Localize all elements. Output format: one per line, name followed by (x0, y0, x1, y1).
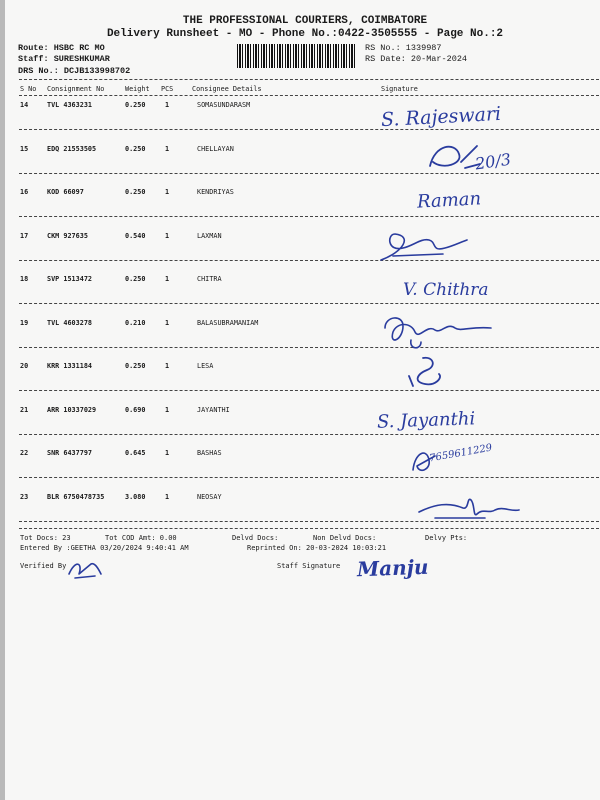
row-consignment: TVL 4363231 (47, 101, 93, 109)
row-divider (19, 216, 599, 217)
total-cod-amount: Tot COD Amt: 0.00 (105, 534, 177, 542)
header-divider-bottom (19, 95, 599, 96)
row-consignee: NEOSAY (197, 493, 222, 501)
row-weight: 0.250 (125, 101, 146, 109)
row-consignee: CHELLAYAN (197, 145, 234, 153)
row-pcs: 1 (165, 188, 170, 196)
col-header-consignment: Consignment No (47, 85, 105, 93)
row-consignment: EDQ 21553505 (47, 145, 97, 153)
signature-scribble-22 (409, 444, 439, 478)
signature-scribble-23 (415, 492, 525, 526)
staff-signature-label: Staff Signature (277, 562, 341, 570)
row-consignment: KOD 66097 (47, 188, 84, 196)
row-consignee: CHITRA (197, 275, 222, 283)
row-sno: 14 (20, 101, 29, 109)
row-pcs: 1 (165, 362, 170, 370)
row-weight: 0.540 (125, 232, 146, 240)
rs-number: RS No.: 1339987 (365, 43, 442, 53)
row-consignment: BLR 6750478735 (47, 493, 105, 501)
company-title: THE PROFESSIONAL COURIERS, COIMBATORE (182, 15, 428, 27)
route-label: Route: HSBC RC MO (18, 43, 105, 53)
row-weight: 0.250 (125, 145, 146, 153)
row-pcs: 1 (165, 319, 170, 327)
col-header-pcs: PCS (161, 85, 174, 93)
barcode (237, 44, 357, 68)
delivered-docs: Delvd Docs: (232, 534, 279, 542)
row-divider (19, 173, 599, 174)
signature-scribble-15 (425, 136, 485, 176)
row-sno: 18 (20, 275, 29, 283)
row-divider (19, 390, 599, 391)
row-consignee: LAXMAN (197, 232, 222, 240)
row-consignee: BASHAS (197, 449, 222, 457)
signature-row-14: S. Rajeswari (380, 102, 502, 132)
reprinted-on: Reprinted On: 20-03-2024 10:03:21 (247, 544, 387, 552)
row-consignment: CKM 927635 (47, 232, 88, 240)
row-weight: 3.080 (125, 493, 146, 501)
row-consignee: JAYANTHI (197, 406, 230, 414)
row-divider (19, 303, 599, 304)
signature-scribble-20 (403, 352, 453, 392)
row-pcs: 1 (165, 493, 170, 501)
row-consignee: BALASUBRAMANIAM (197, 319, 259, 327)
row-sno: 22 (20, 449, 29, 457)
row-pcs: 1 (165, 449, 170, 457)
row-consignee: KENDRIYAS (197, 188, 234, 196)
row-weight: 0.690 (125, 406, 146, 414)
col-header-weight: Weight (125, 85, 150, 93)
staff-label: Staff: SURESHKUMAR (18, 54, 110, 64)
col-header-sno: S No (20, 85, 37, 93)
signature-row-22: 7659611229 (428, 442, 494, 465)
total-docs: Tot Docs: 23 (20, 534, 71, 542)
row-consignment: SVP 1513472 (47, 275, 93, 283)
delivery-points: Delvy Pts: (425, 534, 468, 542)
row-pcs: 1 (165, 101, 170, 109)
drs-number: DRS No.: DCJB133998702 (18, 66, 131, 76)
signature-scribble-19 (381, 310, 501, 352)
row-divider (19, 477, 599, 478)
row-weight: 0.645 (125, 449, 146, 457)
signature-row-18: V. Chithra (403, 280, 489, 300)
row-consignee: LESA (197, 362, 214, 370)
rs-date: RS Date: 20-Mar-2024 (365, 54, 468, 64)
row-consignment: TVL 4603278 (47, 319, 93, 327)
row-weight: 0.210 (125, 319, 146, 327)
row-divider (19, 347, 599, 348)
signature-row-16: Raman (416, 188, 482, 213)
verified-by-label: Verified By (20, 562, 67, 570)
signature-row-21: S. Jayanthi (376, 408, 476, 433)
row-weight: 0.250 (125, 275, 146, 283)
entered-by: Entered By :GEETHA 03/20/2024 9:40:41 AM (20, 544, 189, 552)
row-sno: 21 (20, 406, 29, 414)
row-sno: 15 (20, 145, 29, 153)
row-weight: 0.250 (125, 188, 146, 196)
row-weight: 0.250 (125, 362, 146, 370)
row-sno: 23 (20, 493, 29, 501)
row-divider (19, 434, 599, 435)
verifier-signature (65, 556, 105, 582)
header-divider-top (19, 79, 599, 80)
row-sno: 19 (20, 319, 29, 327)
signature-row-15: 20/3 (473, 149, 513, 174)
row-divider (19, 129, 599, 130)
row-pcs: 1 (165, 145, 170, 153)
row-consignment: SNR 6437797 (47, 449, 93, 457)
row-consignment: ARR 10337029 (47, 406, 97, 414)
signature-scribble-17 (373, 226, 473, 266)
row-consignment: KRR 1331184 (47, 362, 93, 370)
non-delivered-docs: Non Delvd Docs: (313, 534, 377, 542)
row-pcs: 1 (165, 406, 170, 414)
row-sno: 17 (20, 232, 29, 240)
runsheet-subtitle: Delivery Runsheet - MO - Phone No.:0422-3505555 - Page No.:2 (106, 28, 504, 40)
staff-signature-scrawl: Manju (356, 554, 429, 582)
col-header-consignee: Consignee Details (192, 85, 262, 93)
row-pcs: 1 (165, 232, 170, 240)
footer-divider (19, 528, 599, 529)
col-header-signature: Signature (381, 85, 418, 93)
row-sno: 20 (20, 362, 29, 370)
row-pcs: 1 (165, 275, 170, 283)
row-sno: 16 (20, 188, 29, 196)
row-consignee: SOMASUNDARASM (197, 101, 251, 109)
row-divider (19, 260, 599, 261)
